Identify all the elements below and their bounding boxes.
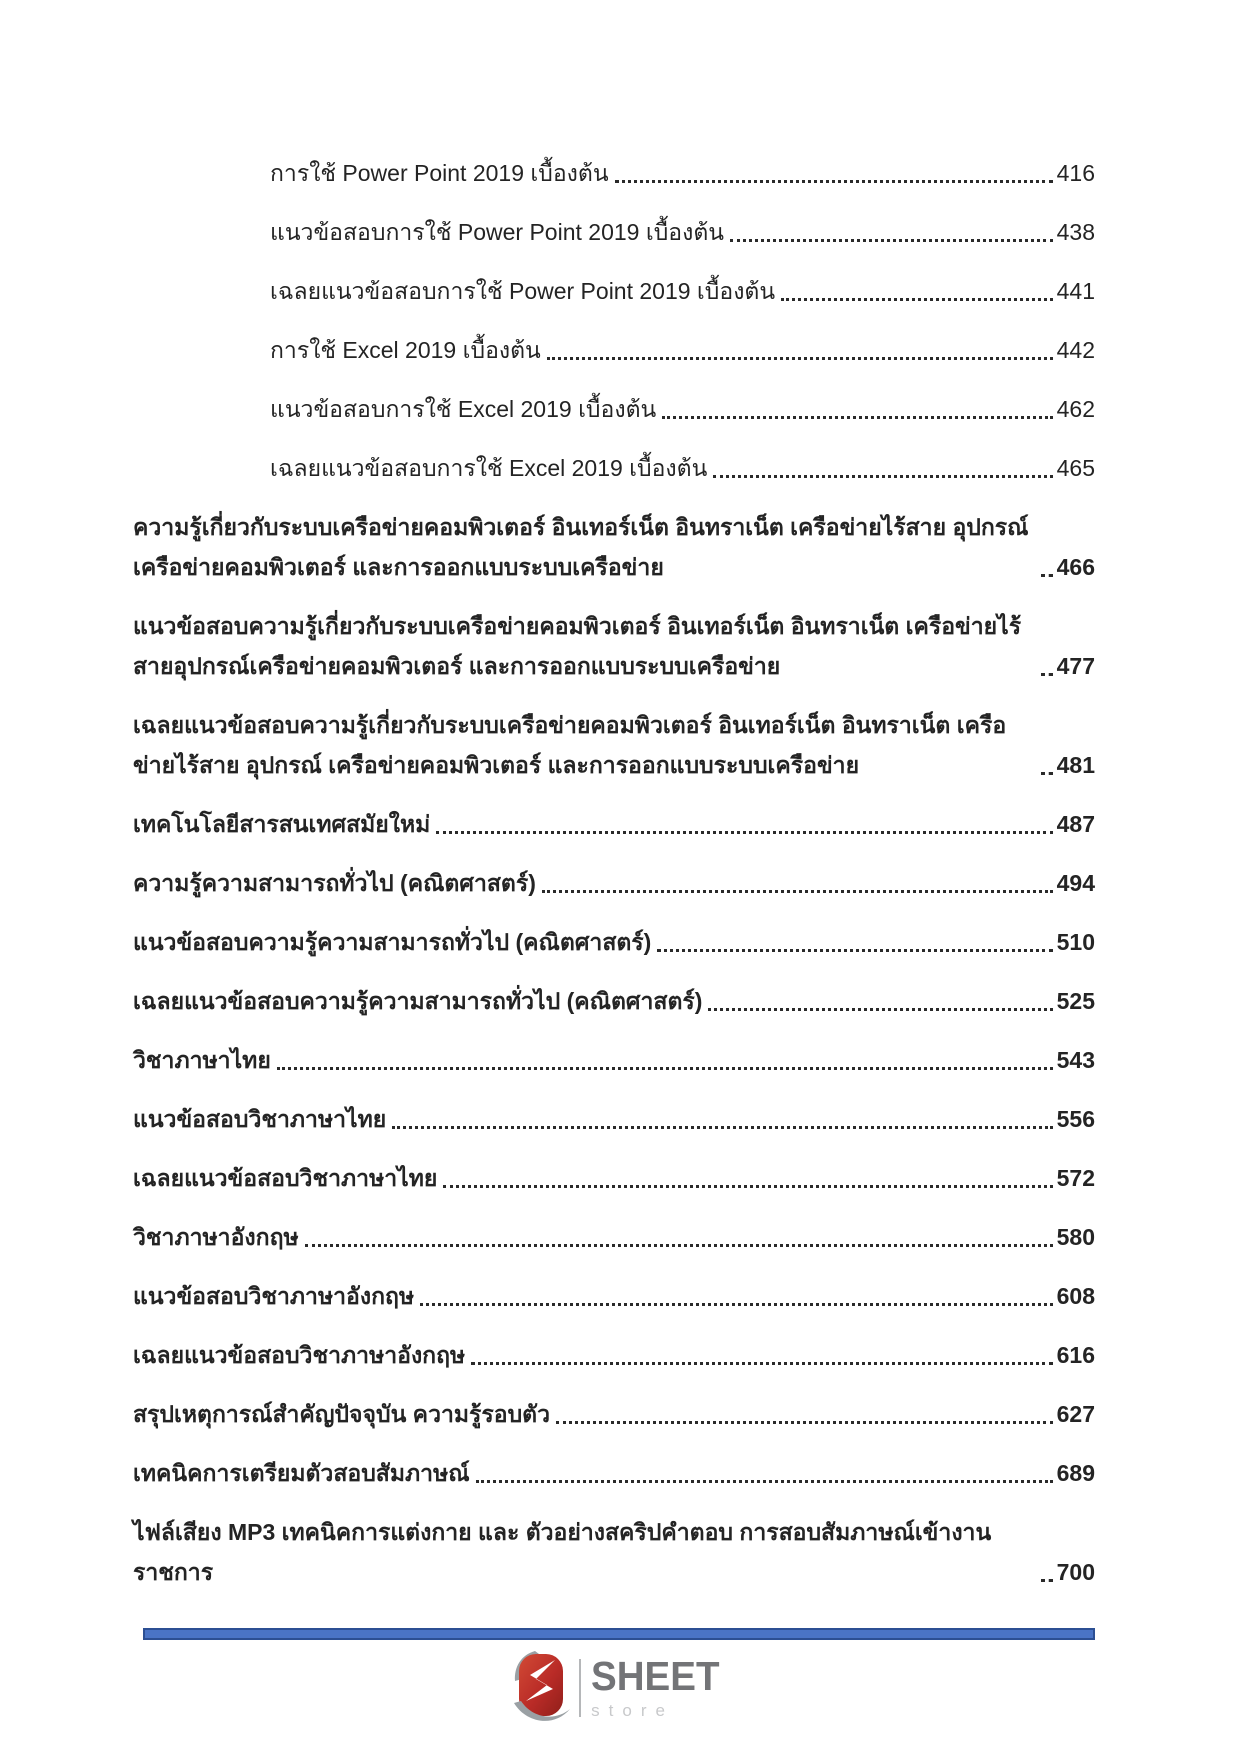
toc-entry-title: แนวข้อสอบความรู้ความสามารถทั่วไป (คณิตศาสตร์)	[133, 929, 652, 955]
toc-entry-title: เฉลยแนวข้อสอบความรู้เกี่ยวกับระบบเครือข่ายคอมพิวเตอร์ อินเทอร์เน็ต อินทราเน็ต เครือข่ายไร้สาย อุปกรณ์ เครือข่ายคอมพิวเตอร์ และการออกแบบระบบเครือข่าย	[133, 712, 1007, 778]
toc-entry	[133, 1335, 1095, 1375]
toc-entry-page: 481	[1056, 752, 1095, 778]
toc-entry-title: แนวข้อสอบวิชาภาษาอังกฤษ	[133, 1283, 415, 1309]
toc-entry-page: 466	[1056, 554, 1095, 580]
toc-leader-dots	[476, 1480, 1053, 1483]
toc-entry	[133, 1394, 1095, 1434]
toc-leader-dots	[471, 1362, 1052, 1365]
logo-text	[591, 1652, 728, 1721]
toc-entry-title: ไฟล์เสียง MP3 เทคนิคการแต่งกาย และ ตัวอย่างสคริปคำตอบ การสอบสัมภาษณ์เข้างานราชการ	[133, 1519, 992, 1585]
toc-entry-title: การใช้ Power Point 2019 เบื้องต้น	[270, 160, 609, 186]
toc-entry-title: ความรู้ความสามารถทั่วไป (คณิตศาสตร์)	[133, 870, 536, 896]
toc-entry-title: เทคนิคการเตรียมตัวสอบสัมภาษณ์	[133, 1460, 470, 1486]
toc-entry	[133, 389, 1095, 429]
toc-entry-page: 556	[1056, 1106, 1095, 1132]
toc-entry	[133, 1276, 1095, 1316]
toc-leader-dots	[305, 1244, 1053, 1247]
toc-entry	[133, 863, 1095, 903]
toc-entry-page: 465	[1056, 455, 1095, 481]
toc-entry-page: 438	[1056, 219, 1095, 245]
toc-entry	[133, 1099, 1095, 1139]
toc-entry-title: เฉลยแนวข้อสอบการใช้ Power Point 2019 เบื้องต้น	[270, 278, 776, 304]
toc-entry-title: แนวข้อสอบความรู้เกี่ยวกับระบบเครือข่ายคอมพิวเตอร์ อินเทอร์เน็ต อินทราเน็ต เครือข่ายไร้สายอุปกรณ์เครือข่ายคอมพิวเตอร์ และการออกแบบระบบเครือข่าย	[133, 613, 1022, 679]
toc-leader-dots	[556, 1421, 1053, 1424]
toc-leader-dots	[781, 298, 1053, 301]
footer-divider-bar	[143, 1628, 1095, 1640]
toc-entry	[133, 1217, 1095, 1257]
toc-entry-title: สรุปเหตุการณ์สำคัญปัจจุบัน ความรู้รอบตัว	[133, 1401, 551, 1427]
toc-entry-page: 510	[1056, 929, 1095, 955]
toc-entry	[133, 271, 1095, 311]
toc-entry-page: 487	[1056, 811, 1095, 837]
toc-leader-dots	[657, 949, 1052, 952]
toc-entry-page: 441	[1056, 278, 1095, 304]
brand-name: SHEET	[591, 1652, 720, 1699]
toc-entry-title: เฉลยแนวข้อสอบวิชาภาษาอังกฤษ	[133, 1342, 466, 1368]
toc-entry-title: แนวข้อสอบการใช้ Excel 2019 เบื้องต้น	[270, 396, 657, 422]
toc-entry	[133, 922, 1095, 962]
toc-leader-dots	[443, 1185, 1052, 1188]
toc-entry-page: 416	[1056, 160, 1095, 186]
toc-leader-dots	[1041, 772, 1053, 775]
toc-entry	[133, 153, 1095, 193]
toc-entry	[133, 705, 1095, 785]
toc-entry	[133, 981, 1095, 1021]
toc-entry-title: เทคโนโลยีสารสนเทศสมัยใหม่	[133, 811, 431, 837]
toc-entry-page: 442	[1056, 337, 1095, 363]
toc-entry	[133, 212, 1095, 252]
toc-leader-dots	[277, 1067, 1053, 1070]
toc-entry-title: แนวข้อสอบวิชาภาษาไทย	[133, 1106, 387, 1132]
toc-leader-dots	[1041, 1579, 1053, 1582]
toc-entry-page: 627	[1056, 1401, 1095, 1427]
toc-entry	[133, 448, 1095, 488]
toc-leader-dots	[708, 1008, 1052, 1011]
toc-entry	[133, 1512, 1095, 1592]
toc-leader-dots	[713, 475, 1052, 478]
toc-leader-dots	[662, 416, 1052, 419]
toc-entry	[133, 330, 1095, 370]
toc-entry-title: เฉลยแนวข้อสอบวิชาภาษาไทย	[133, 1165, 438, 1191]
brand-subtitle: store	[591, 1700, 674, 1720]
toc-entry	[133, 1158, 1095, 1198]
toc-entry-page: 580	[1056, 1224, 1095, 1250]
toc-leader-dots	[730, 239, 1053, 242]
toc-entry-page: 700	[1056, 1559, 1095, 1585]
sheet-s-icon	[513, 1649, 571, 1727]
toc-entry-page: 462	[1056, 396, 1095, 422]
toc-entry-title: วิชาภาษาไทย	[133, 1047, 271, 1073]
toc-entry-page: 525	[1056, 988, 1095, 1014]
sheet-store-logo	[0, 1647, 1241, 1729]
toc-leader-dots	[420, 1303, 1053, 1306]
toc-entry-title: เฉลยแนวข้อสอบการใช้ Excel 2019 เบื้องต้น	[270, 455, 708, 481]
toc-entry-page: 572	[1056, 1165, 1095, 1191]
toc-entry-page: 608	[1056, 1283, 1095, 1309]
toc-entry-page: 494	[1056, 870, 1095, 896]
toc-leader-dots	[392, 1126, 1052, 1129]
toc-entry	[133, 1040, 1095, 1080]
toc-entry-title: การใช้ Excel 2019 เบื้องต้น	[270, 337, 541, 363]
toc-entry-page: 477	[1056, 653, 1095, 679]
toc-entry	[133, 507, 1095, 587]
toc-entry-page: 689	[1056, 1460, 1095, 1486]
toc-entry-page: 543	[1056, 1047, 1095, 1073]
toc-leader-dots	[1041, 673, 1053, 676]
toc-leader-dots	[542, 890, 1053, 893]
toc-entry	[133, 606, 1095, 686]
toc-leader-dots	[1041, 574, 1053, 577]
toc-leader-dots	[615, 180, 1053, 183]
toc-entry	[133, 804, 1095, 844]
toc-entry	[133, 1453, 1095, 1493]
logo-divider	[579, 1659, 581, 1717]
toc-entry-title: วิชาภาษาอังกฤษ	[133, 1224, 299, 1250]
toc-leader-dots	[436, 831, 1052, 834]
toc-entry-title: แนวข้อสอบการใช้ Power Point 2019 เบื้องต้น	[270, 219, 724, 245]
toc-entry-title: ความรู้เกี่ยวกับระบบเครือข่ายคอมพิวเตอร์ อินเทอร์เน็ต อินทราเน็ต เครือข่ายไร้สาย อุปกรณ์เครือข่ายคอมพิวเตอร์ และการออกแบบระบบเครือข่าย	[133, 514, 1029, 580]
toc-leader-dots	[547, 357, 1053, 360]
toc-entry-title: เฉลยแนวข้อสอบความรู้ความสามารถทั่วไป (คณิตศาสตร์)	[133, 988, 703, 1014]
toc-entry-page: 616	[1056, 1342, 1095, 1368]
